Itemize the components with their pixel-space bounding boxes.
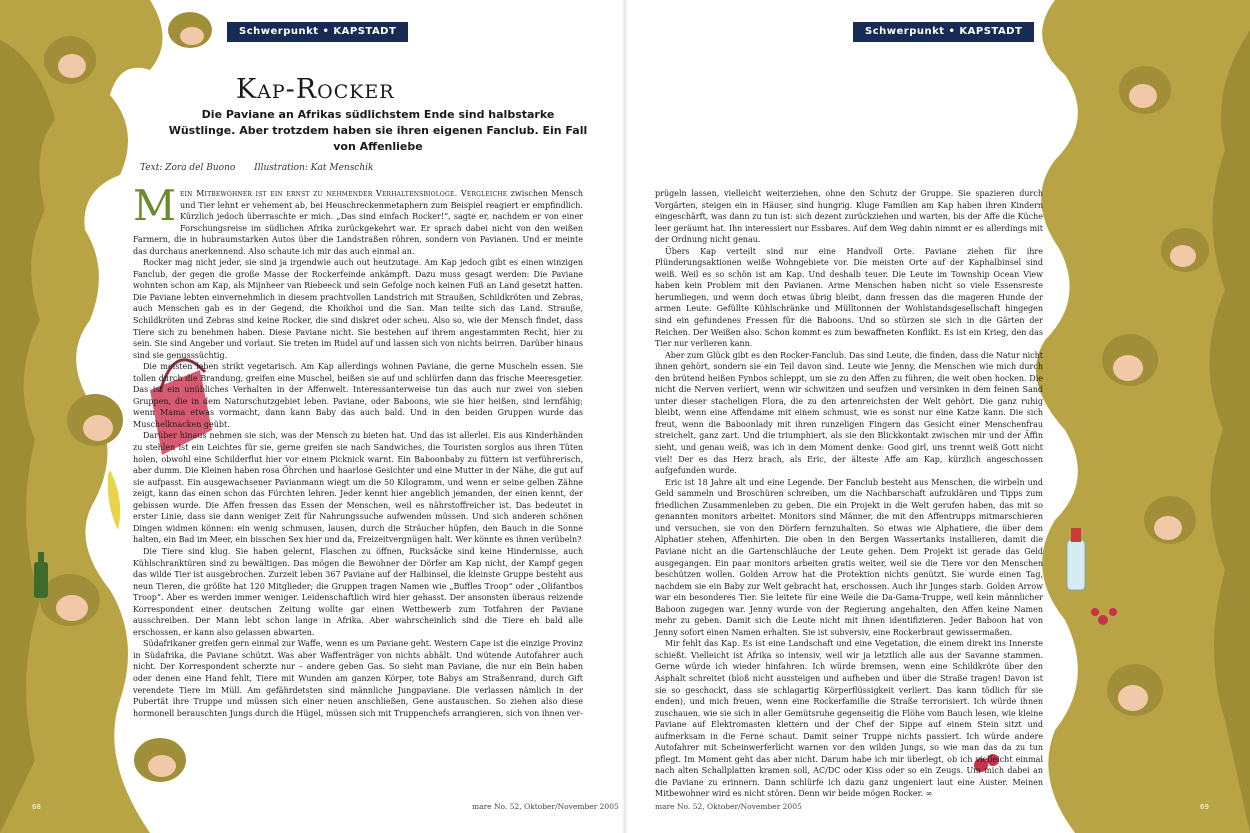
paragraph: prügeln lassen, vielleicht weiterziehen, ohne den Schutz der Gruppe. Sie spazieren durch Vorgärten, steigen ein in Häuser, sind hungrig. Kluge Familien am Kap haben ihren Kindern eingeschärft, was dann zu tun ist: sich dezent zurückziehen und warten, bis der Affe die Küche leer geräumt hat. Ihn interessiert nur Essbares. Auf dem Weg dahin nimmt er es allerdings mit der Ordnung nicht genau. (655, 189, 1043, 245)
paragraph: Darüber hinaus nehmen sie sich, was der Mensch zu bieten hat. Und das ist allerlei. Eis aus Kinderhänden zu stehlen ist ein Leichtes für sie, gerne greifen sie nach Sandwiches, die Touristen sorglos aus ihren Tüten holen, obwohl eine Schilderflut hier vor einem Picknick warnt. Ein Baboonbaby zu füttern ist verführerisch, aber dumm. Die Kleinen haben rosa Öhrchen und haarlose Gesichter und eine Mutter in der Nähe, die gut auf sie aufpasst. Ein ausgewachsener Pavianmann wiegt um die 50 Kilogramm, und wenn er seine gelben Zähne zeigt, kann das einen schon das Fürchten lehren. Jeder kennt hier angeblich jemanden, der einen kennt, der gebissen wurde. Die Affen fressen das Essen der Menschen, weil es nährstoffreicher ist. Das bedeutet in erster Linie, dass sie dann weniger Zeit für Nahrungssuche aufwenden müssen. Und sich anderen schönen Dingen widmen können: ein wenig schmusen, lausen, durch die Sträucher hüpfen, den Bauch in die Sonne halten, ein Bad im Meer, ein bisschen Sex hier und da, Freizeitvergnügen halt. Wer könnte es ihnen verübeln? (133, 431, 583, 545)
section-tag-right: Schwerpunkt • KAPSTADT (853, 22, 1034, 42)
headline: Kap-Rocker (236, 74, 395, 105)
lead-paragraph (133, 181, 584, 257)
credits (140, 163, 389, 173)
section-tag-left: Schwerpunkt • KAPSTADT (227, 22, 408, 42)
paragraph: Rocker mag nicht jeder, sie sind ja irgendwie auch out heutzutage. Am Kap jedoch gibt es einen winzigen Fanclub, der gegen die große Masse der Rockerfeinde ankämpft. Dazu muss gesagt werden: Die Paviane wohnten schon am Kap, als Mijnheer van Riebeeck und sein Gefolge noch keinen Fuß an Land gesetzt hatten. Die Paviane lebten einvernehmlich in diesem prachtvollen Landstrich mit Straußen, Schildkröten und Zebras, auch Menschen gab es in der Gegend, die Khoikhoi und die San. Man teilte sich das Land. Strauße, Schildkröten und Zebras sind keine Rocker, die sind diskret oder scheu. Also so, wie der Mensch findet, dass Tiere sich zu benehmen haben. Diese Paviane nicht. Sie bestehen auf ihrem angestammten Recht, hier zu sein. Sie sind Angeber und vorlaut. Sie treten im Rudel auf und lassen sich von nichts beirren. Darüber hinaus sind sie genusssüchtig. (133, 258, 583, 360)
folio-left: mare No. 52, Oktober/November 2005 (472, 802, 619, 811)
illustration-credit: Illustration: Kat Menschik (254, 163, 374, 173)
right-page (625, 0, 1250, 833)
deck: Die Paviane an Afrikas südlichstem Ende sind halbstarke Wüstlinge. Aber trotzdem haben sie ihren eigenen Fanclub. Ein Fall von Affenliebe (168, 108, 588, 153)
paragraph: Eric ist 18 Jahre alt und eine Legende. Der Fanclub besteht aus Menschen, die wirbeln und Geld sammeln und Broschüren schreiben, um die Nachbarschaft aufzuklären und Tipps zum friedlichen Zusammenleben zu geben. Die ein Projekt in die Welt gerufen haben, das mit so genannten monitors arbeitet. Monitors sind Männer, die mit den Affentrupps mitmarschieren und versuchen, sie von den Dörfern fernzuhalten. So etwas wie Alphatiere, die über dem Alphatier stehen, Affenhirten. Die oben in den Bergen Wassertanks installieren, damit die Paviane nicht an die Gartenschläuche der Leute gehen. Dem Projekt ist gerade das Geld ausgegangen. Ein paar monitors arbeiten gratis weiter, weil sie die Tiere vor den Menschen beschützen wollen. Golden Arrow hat die Protektion nichts genützt. Sie wurde einen Tag, nachdem sie ein Baby zur Welt gebracht hat, erschossen. Auch ihr Junges starb. Golden Arrow war ein besonderes Tier. Sie leitete für eine Weile die Da-Gama-Truppe, weil kein männlicher Baboon zugegen war. Jenny wurde von der Regierung angehalten, den Affen keine Namen mehr zu geben. Damit sich die Leute nicht mit ihnen identifizieren. Jeder Baboon hat von Jenny sofort einen Namen erhalten. Sie ist subversiv, eine Rockerbraut gewissermaßen. (655, 477, 1043, 637)
page-number-right: 69 (1200, 803, 1209, 811)
drop-cap: M (133, 181, 177, 230)
folio-right: mare No. 52, Oktober/November 2005 (655, 802, 802, 811)
left-column (133, 181, 584, 719)
paragraph: Die meisten leben strikt vegetarisch. Am Kap allerdings wohnen Paviane, die gerne Muscheln essen. Sie tollen durch die Brandung, greifen eine Muschel, beißen sie auf und schlürfen dann das frische Meeresgetier. Das ist ein unübliches Verhalten in der Affenwelt. Interessanterweise tun das auch nur zwei von sieben Gruppen, die in dem Naturschutzgebiet leben. Paviane, oder Baboons, wie sie hier heißen, sind lernfähig; wenn Mama etwas vormacht, dann kann Baby das auch bald. Und in den beiden Gruppen wurde das Muschelknacken geübt. (133, 362, 583, 429)
paragraph: Übers Kap verteilt sind nur eine Handvoll Orte. Paviane ziehen für ihre Plünderungsaktionen weiße Wohngebiete vor. Die meisten Orte auf der Kaphalbinsel sind weiß. Weil es so schön ist am Kap. Und deshalb teuer. Die Leute im Township Ocean View haben kein Problem mit den Pavianen. Arme Menschen haben nicht so viele Essensreste herumliegen, und wenn doch etwas übrig bleibt, dann fressen das die mageren Hunde der armen Leute. Gefüllte Kühlschränke und Mülltonnen der Wohlstandsgesellschaft hingegen sind ein gefundenes Fressen für die Baboons. Und so stürzen sie sich in die Gärten der Reichen. Der Weißen also. Schon kommt es zum bewaffneten Konflikt. Es ist ein Krieg, den das Tier nur verlieren kann. (655, 246, 1043, 349)
text-credit: Text: Zora del Buono (140, 163, 236, 173)
paragraph: Aber zum Glück gibt es den Rocker-Fanclub. Das sind Leute, die finden, dass die Natur nicht ihnen gehört, sondern sie ein Teil davon sind. Leute wie Jenny, die Menschen wie mich durch den brütend heißen Fynbos schleppt, um sie zu den Affen zu führen, die weit oben hocken. Die nicht die Nerven verliert, wenn wir schwitzen und seufzen und versinken in dem feinen Sand unter dieser stacheligen Flora, die zu den artenreichsten der Welt gehört. Die ganz ruhig bleibt, wenn eine Affendame mit einem schmust, wie es sonst nur eine Katze kann. Die sich freut, wenn die Baboonlady mit ihren runzeligen Fingern das Gesicht einer Menschenfrau streichelt, ganz zart. Und die triumphiert, als sie den Blickkontakt zwischen mir und der Äffin sieht, und genau weiß, was ich in dem Moment denke: Good girl, uns trennt weiß Gott nicht viel! Der es das Herz brach, als Eric, der älteste Affe am Kap, kürzlich angeschossen aufgefunden wurde. (655, 350, 1043, 476)
gutter (622, 0, 628, 833)
lead-caps: ein Mitbewohner ist ein ernst zu nehmender Verhaltensbiologe. Vergleiche (180, 189, 508, 198)
paragraph: Mir fehlt das Kap. Es ist eine Landschaft und eine Vegetation, die einem direkt ins Innerste schießt. Vielleicht ist Afrika so intensiv, weil wir ja letztlich alle aus der Savanne stammen. Gerne würde ich wieder hinfahren. Ich würde bremsen, wenn eine Schildkröte über den Asphalt schreitet (bloß nicht aussteigen und aufheben und über die Straße tragen! Davon ist sie so geschockt, dass sie schlagartig Körperflüssigkeit verliert. Das kann tödlich für sie enden), und mich freuen, wenn eine Rockerfamilie die Straße terrorisiert. Ich würde ihnen zuschauen, wie sie sich in aller Gemütsruhe gegenseitig die Flöhe vom Bauch lesen, wie kleine Paviane auf Elektromasten klettern und der Chef der Sippe auf einem Stein sitzt und aufmerksam in die Ferne schaut. Damit seiner Truppe nichts passiert. Ich würde andere Autofahrer mit Scheinwerferlicht warnen vor den wilden Jungs, so wie man das da zu tun pflegt. Im Moment geht das aber nicht. Darum habe ich mir überlegt, ob ich vielleicht einmal nach alten Schallplatten kramen soll, AC/DC oder Kiss oder so ein Zeugs. Um mich dabei an die Paviane zu erinnern. Dann schlürfe ich dazu ganz ungeniert laut eine Auster. Meinen Mitbewohner wird es nicht stören. Denn wir beide mögen Rocker. ∞ (655, 639, 1043, 799)
paragraph: Südafrikaner greifen gern einmal zur Waffe, wenn es um Paviane geht. Western Cape ist die einzige Provinz in Südafrika, die Paviane schützt. Was aber Waffenträger von nichts abhält. Und wütende Autofahrer auch nicht. Der Korrespondent scherzte nur – andere geben Gas. So sieht man Paviane, die nur ein Bein haben oder denen eine Hand fehlt, Tiere mit Wunden am ganzen Körper, tote Babys am Straßenrand, durch Gift verendete Tiere im Müll. Am gefährdetsten sind männliche Jungpaviane. Die verlassen nämlich in der Pubertät ihre Truppe und müssen sich einer neuen anschließen, Gene austauschen. So ziehen also diese hormonell berauschten Jungs durch die Hügel, müssen sich mit Truppenchefs arrangieren, sich von ihnen ver- (133, 639, 583, 718)
page-number-left: 68 (32, 803, 41, 811)
paragraph: Die Tiere sind klug. Sie haben gelernt, Flaschen zu öffnen, Rucksäcke sind keine Hindernisse, auch Kühlschranktüren sind zu bewältigen. Das mögen die Bewohner der Dörfer am Kap nicht, der Kampf gegen das wilde Tier ist ausgebrochen. Zurzeit leben 367 Paviane auf der Halbinsel, die kleinste Gruppe besteht aus neun Tieren, die größte hat 120 Mitglieder; die Gruppen tragen Namen wie „Buffles Troop“ oder „Olifantbos Troop“. Aber es werden immer weniger. Leidenschaftlich wird hier gehasst. Der ansonsten überaus reizende Korrespondent einer deutschen Zeitung wollte gar einen Wettbewerb zum Totfahren der Paviane ausschreiben. Der Mann lebt schon lange in Afrika. Aber wahrscheinlich sind die Tiere eh bald alle erschossen, er kann also gelassen abwarten. (133, 546, 583, 637)
right-column (655, 188, 1043, 800)
paragraph: zwischen Mensch und Tier lehnt er vehement ab, bei Heuschreckenmetaphern zum Beispiel reagiert er empfindlich. Kürzlich jedoch überraschte er mich. „Das sind einfach Rocker!“, sagte er, nachdem er von einer Forschungsreise im südlichen Afrika zurückgekehrt war. Er sprach dabei nicht von den weißen Farmern, die in hubraumstarken Autos über die Landstraßen röhren, sondern von Pavianen. Und er meinte das durchaus anerkennend. Also schaute ich mir das auch einmal an. (133, 189, 584, 256)
